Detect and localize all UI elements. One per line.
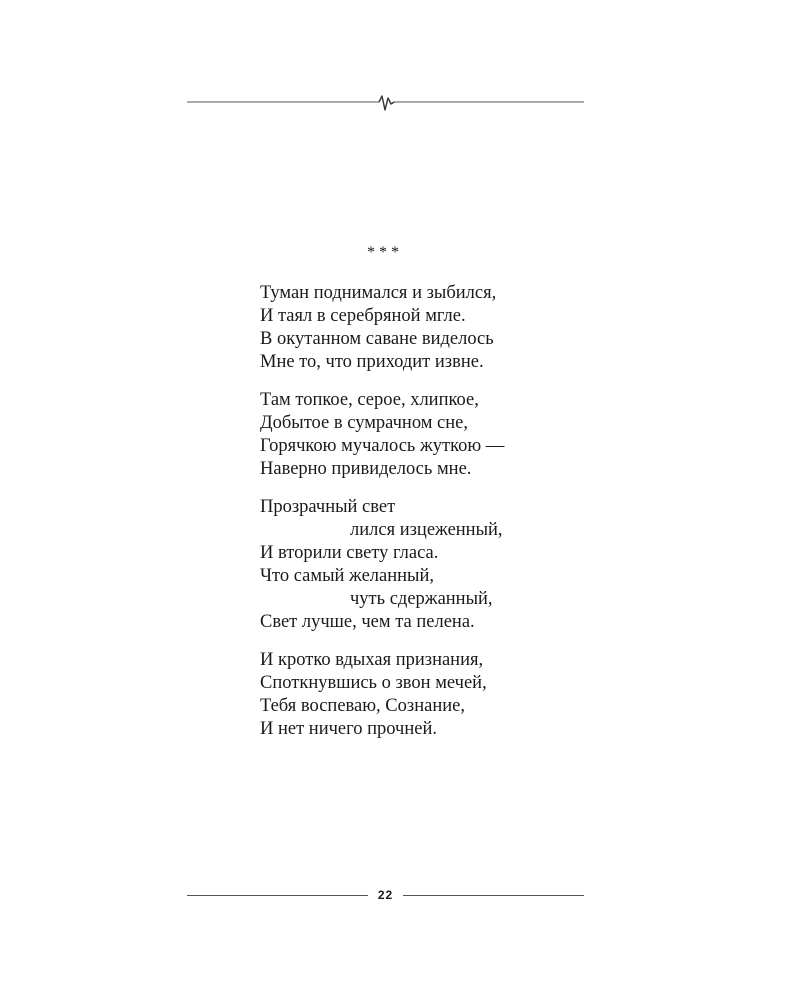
poem-line: Споткнувшись о звон мечей,: [260, 673, 487, 693]
poem-line: Что самый желанный,: [260, 566, 434, 586]
poem-body: [260, 282, 590, 756]
poem-line: Наверно привиделось мне.: [260, 459, 472, 479]
stanza: [260, 649, 590, 741]
poem-line: И кротко вдыхая признания,: [260, 650, 484, 670]
poem-line: В окутанном саване виделось: [260, 329, 494, 349]
poem-line: Тебя воспеваю, Сознание,: [260, 696, 465, 716]
heartbeat-line-icon: [187, 92, 584, 114]
poem-line: И таял в серебряной мгле.: [260, 306, 466, 326]
poem-line: Горячкою мучалось жуткою —: [260, 436, 505, 456]
stanza: [260, 496, 590, 634]
footer-rule-right: [403, 895, 584, 896]
poem-line: Добытое в сумрачном сне,: [260, 413, 469, 433]
poem-line: Свет лучше, чем та пелена.: [260, 612, 475, 632]
poem-line: Там топкое, серое, хлипкое,: [260, 390, 479, 410]
poem-line: Прозрачный свет: [260, 497, 396, 517]
poem-line: И вторили свету гласа.: [260, 543, 439, 563]
page-number: 22: [377, 888, 394, 902]
section-separator: ***: [367, 244, 403, 261]
stanza: [260, 282, 590, 374]
footer-rule-left: [187, 895, 368, 896]
poem-line: Мне то, что приходит извне.: [260, 352, 484, 372]
poem-line-indented: чуть сдержанный,: [350, 589, 493, 609]
poem-line: Туман поднимался и зыбился,: [260, 283, 497, 303]
stanza: [260, 389, 590, 481]
header-ornament: [187, 92, 584, 114]
poem-line-indented: лился изцеженный,: [350, 520, 503, 540]
poem-line: И нет ничего прочней.: [260, 719, 437, 739]
page-footer: [187, 884, 584, 906]
